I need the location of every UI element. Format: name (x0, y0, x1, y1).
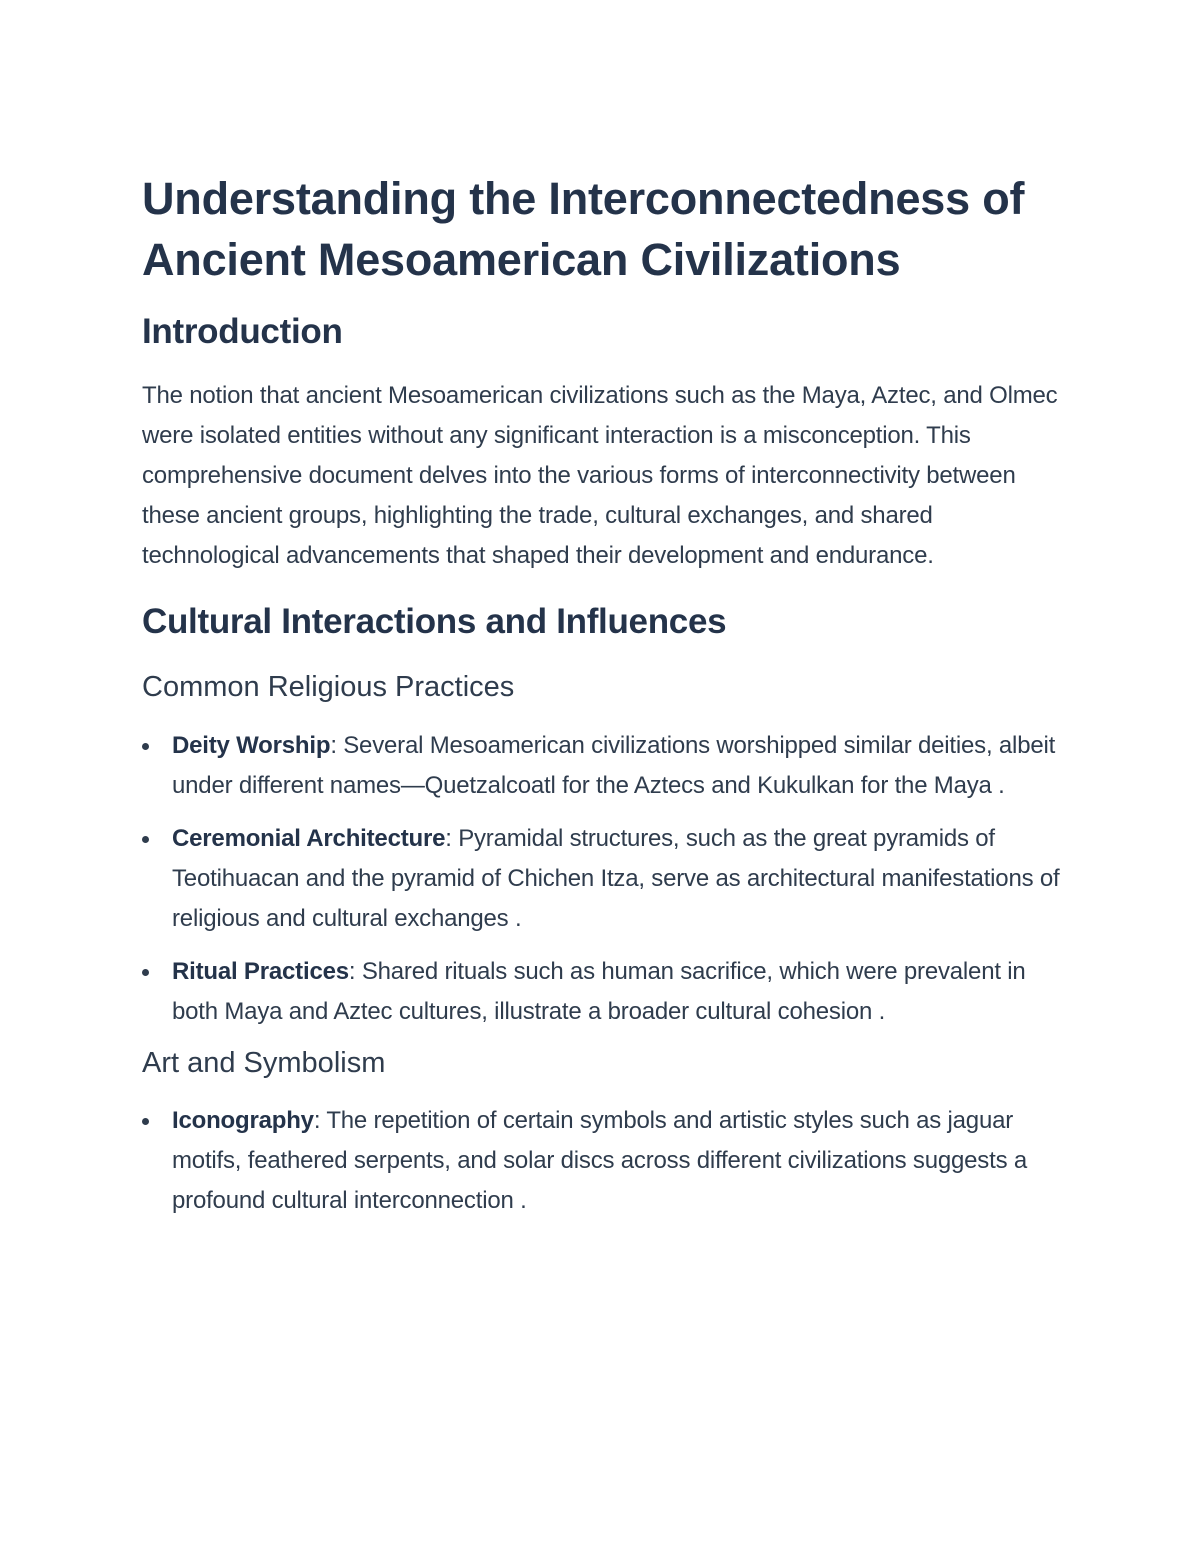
list-item-text: : Several Mesoamerican civilizations worshipped similar deities, albeit under different names—Quetzalcoatl for the Aztecs and Kukulkan for the Maya . (172, 732, 1056, 799)
bullet-icon (142, 743, 149, 750)
document-page (142, 168, 1062, 1221)
list-item (142, 1101, 1062, 1221)
list-item-text: : The repetition of certain symbols and artistic styles such as jaguar motifs, feathered serpents, and solar discs across different civilizations suggests a profound cultural interconnection . (172, 1107, 1027, 1214)
list-item-term: Ritual Practices (172, 958, 349, 985)
art-symbolism-list (142, 1101, 1062, 1221)
introduction-heading: Introduction (142, 312, 343, 351)
list-item-text: : Shared rituals such as human sacrifice, which were prevalent in both Maya and Aztec cultures, illustrate a broader cultural cohesion . (172, 958, 1026, 1025)
list-item (142, 726, 1062, 806)
list-item (142, 819, 1062, 939)
bullet-icon (142, 836, 149, 843)
cultural-interactions-heading: Cultural Interactions and Influences (142, 602, 727, 641)
list-item-text: : Pyramidal structures, such as the great pyramids of Teotihuacan and the pyramid of Chichen Itza, serve as architectural manifestations of religious and cultural exchanges . (172, 825, 1060, 932)
bullet-icon (142, 1118, 149, 1125)
art-symbolism-heading: Art and Symbolism (142, 1047, 386, 1079)
religious-practices-heading: Common Religious Practices (142, 671, 515, 703)
list-item-term: Iconography (172, 1107, 314, 1134)
list-item (142, 952, 1062, 1032)
introduction-paragraph: The notion that ancient Mesoamerican civilizations such as the Maya, Aztec, and Olmec were isolated entities without any significant interaction is a misconception. This comprehensive document delves into the various forms of interconnectivity between these ancient groups, highlighting the trade, cultural exchanges, and shared technological advancements that shaped their development and endurance. (142, 382, 1058, 569)
document-title: Understanding the Interconnectedness of Ancient Mesoamerican Civilizations (142, 173, 1025, 285)
religious-practices-list (142, 726, 1062, 1032)
bullet-icon (142, 969, 149, 976)
list-item-term: Ceremonial Architecture (172, 825, 446, 852)
list-item-term: Deity Worship (172, 732, 331, 759)
